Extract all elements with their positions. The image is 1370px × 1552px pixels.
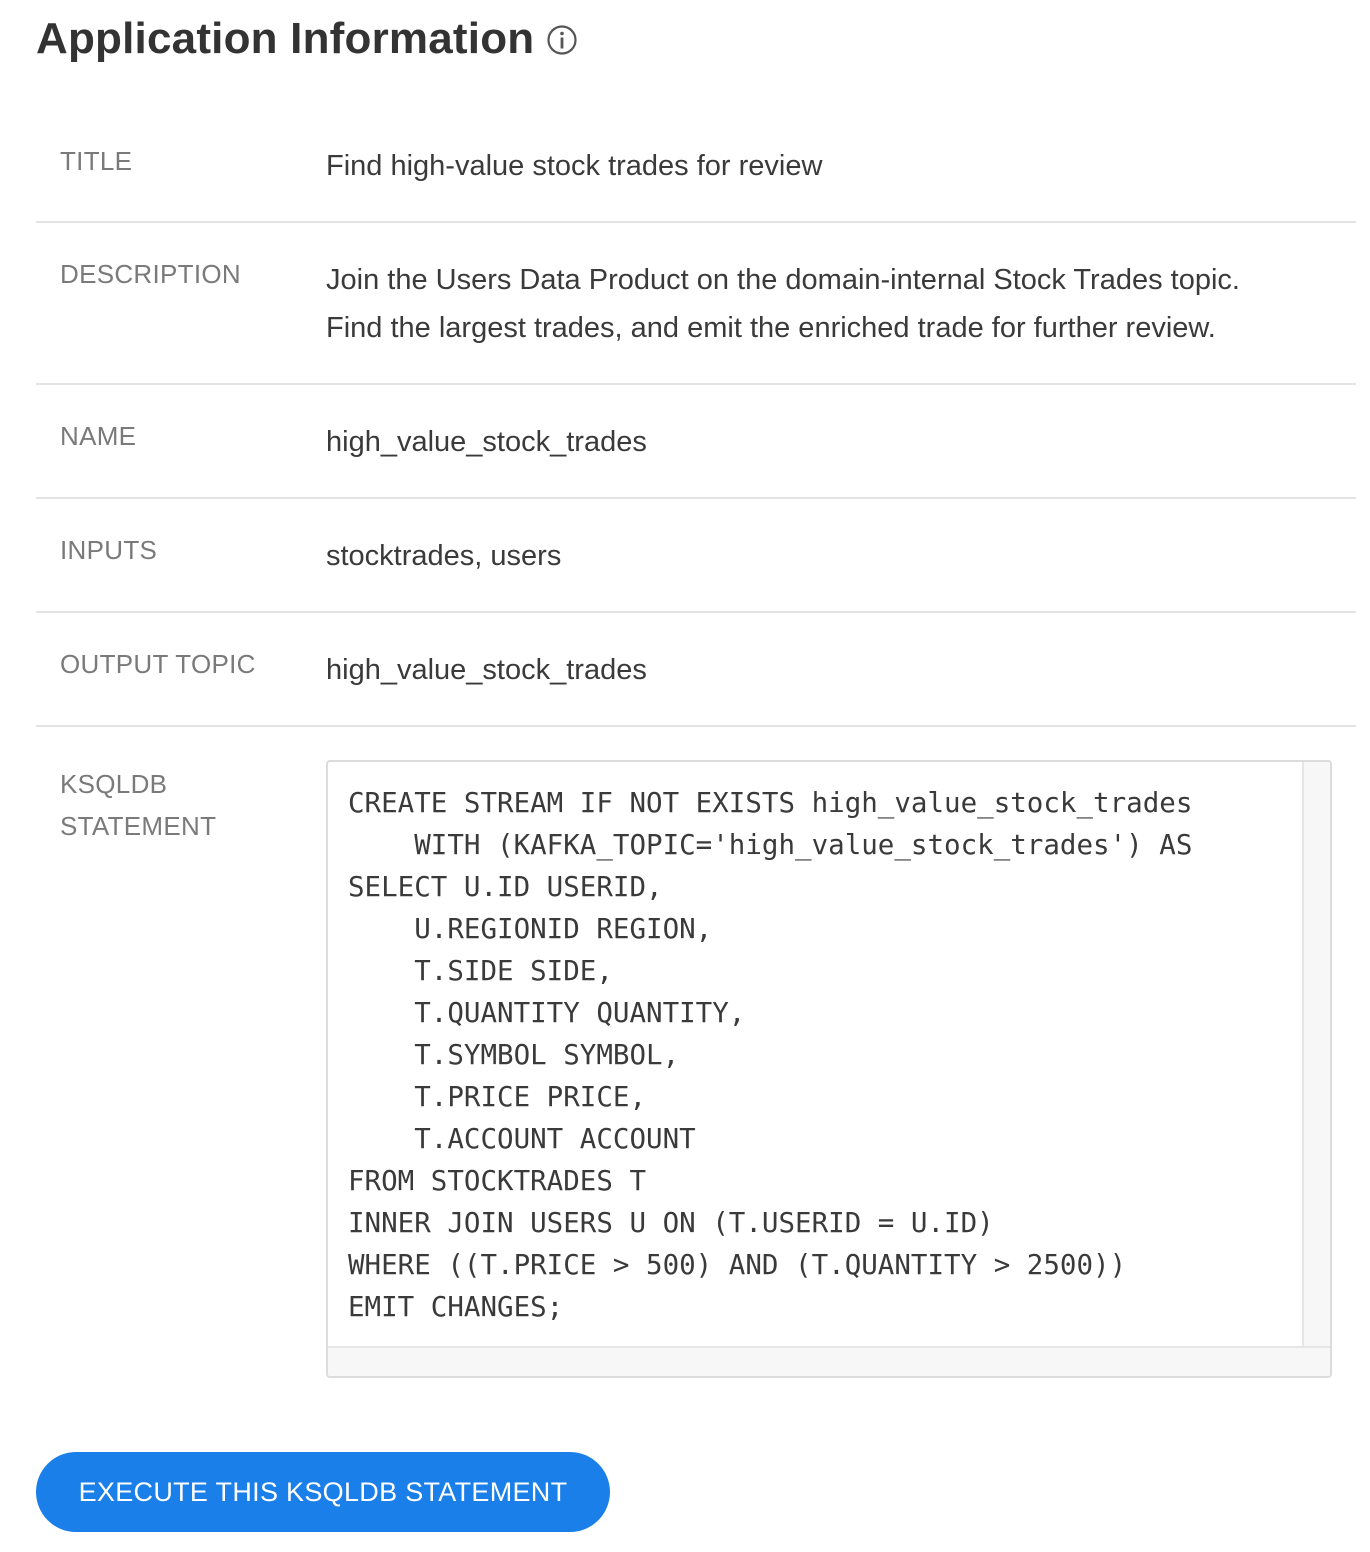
inputs-value: stocktrades, users <box>326 540 562 572</box>
description-row <box>36 223 1356 385</box>
ksqldb-statement-label <box>36 727 326 1387</box>
description-label: DESCRIPTION <box>60 259 241 289</box>
description-line-2: Find the largest trades, and emit the enriched trade for further review. <box>326 312 1216 344</box>
title-value: Find high-value stock trades for review <box>326 150 823 182</box>
description-value <box>326 223 1356 383</box>
description-line-1: Join the Users Data Product on the domain-internal Stock Trades topic. <box>326 264 1240 296</box>
output-topic-value: high_value_stock_trades <box>326 654 647 686</box>
info-circle-icon[interactable] <box>546 24 578 56</box>
ksqldb-code-editor[interactable] <box>326 760 1332 1378</box>
title-label: TITLE <box>60 146 133 176</box>
name-value: high_value_stock_trades <box>326 426 647 458</box>
application-info-table <box>36 110 1356 1387</box>
output-topic-row <box>36 613 1356 727</box>
name-label: NAME <box>60 421 137 451</box>
inputs-label: INPUTS <box>60 535 158 565</box>
page-title: Application Information <box>36 14 535 63</box>
inputs-row <box>36 499 1356 613</box>
vertical-scrollbar[interactable] <box>1302 762 1330 1376</box>
output-topic-label: OUTPUT TOPIC <box>60 649 256 679</box>
ksqldb-code[interactable]: CREATE STREAM IF NOT EXISTS high_value_stock_trades WITH (KAFKA_TOPIC='high_value_stock_trades') AS SELECT U.ID USERID, U.REGIONID REGION, T.SIDE SIDE, T.QUANTITY QUANTITY, T.SYMBOL SYMBOL, T.PRICE PRICE, T.ACCOUNT ACCOUNT FROM STOCKTRADES T INNER JOIN USERS U ON (T.USERID = U.ID) WHERE ((T.PRICE > 500) AND (T.QUANTITY > 2500)) EMIT CHANGES; <box>348 787 1193 1323</box>
ksqldb-label-line-2: STATEMENT <box>60 811 217 841</box>
horizontal-scrollbar[interactable] <box>328 1346 1330 1376</box>
ksqldb-label-line-1: KSQLDB <box>60 769 168 799</box>
execute-ksqldb-button[interactable]: EXECUTE THIS KSQLDB STATEMENT <box>36 1452 610 1532</box>
title-row <box>36 110 1356 223</box>
page-header <box>36 14 578 64</box>
name-row <box>36 385 1356 499</box>
